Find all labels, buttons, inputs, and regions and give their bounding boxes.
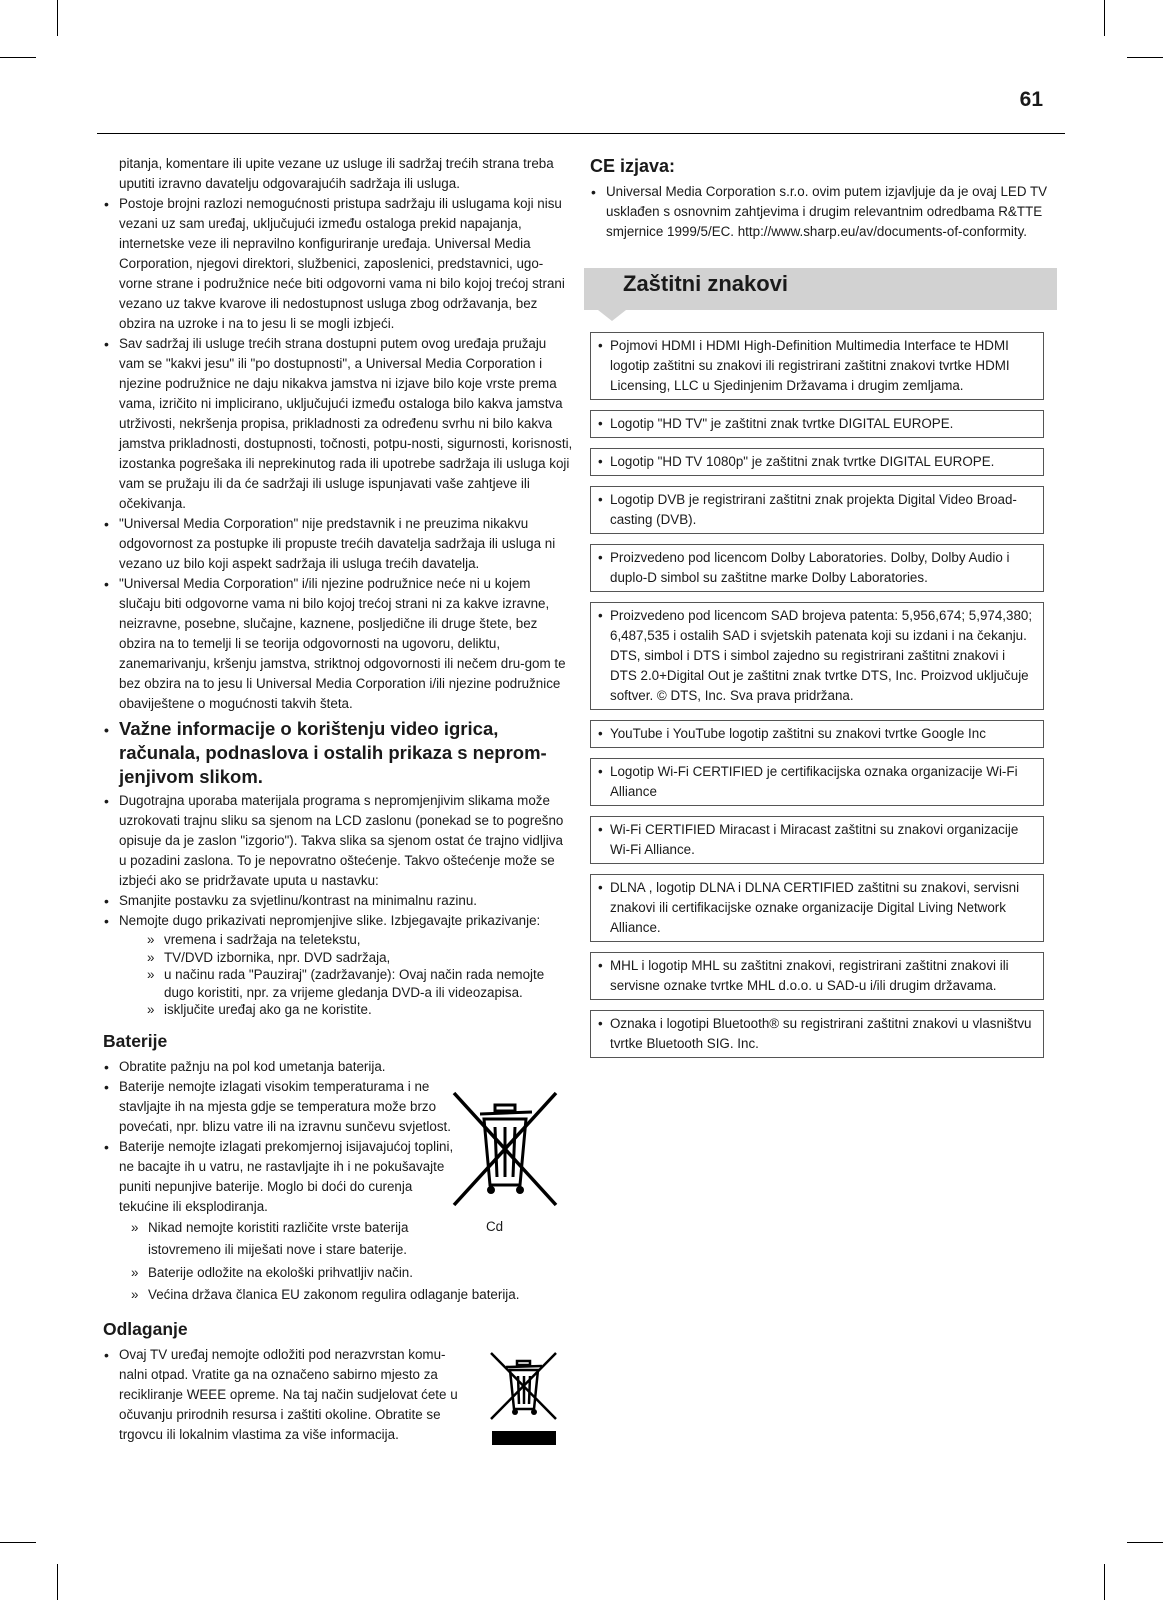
trademark-item: • Pojmovi HDMI i HDMI High-Definition Multimedia Interface te HDMI logotip zaštitni su znakovi ili registrirani zaštitni znakovi tvrtke HDMI Licensing, LLC u Sjedinjenim Državama i drugim zemljama.: [590, 332, 1044, 400]
third-party-list: [103, 194, 573, 1019]
page-number: 61: [1019, 88, 1043, 111]
cd-caption: Cd: [486, 1218, 504, 1234]
important-heading: • Važne informacije o korištenju video igrica, računala, podnaslova i ostalih prikaza s neprom-jenjivom slikom.: [103, 717, 573, 789]
trademark-item: • Logotip "HD TV" je zaštitni znak tvrtke DIGITAL EUROPE.: [590, 410, 1044, 438]
trademarks-heading: Zaštitni znakovi: [623, 271, 789, 296]
list-item: • Ovaj TV uređaj nemojte odložiti pod nerazvrstan komu-nalni otpad. Vratite ga na označeno sabirno mjesto za recikliranje WEEE opreme. Na taj način sudjelovat ćete u očuvanju prirodnih resursa i zaštiti okoline. Obratite se trgovcu ili lokalnim vlastima za više informacija.: [103, 1345, 463, 1445]
crop-mark: [57, 1564, 58, 1600]
list-item: [103, 911, 573, 1019]
trademark-item: • YouTube i YouTube logotip zaštitni su znakovi tvrtke Google Inc: [590, 720, 1044, 748]
trademark-item: • Wi-Fi CERTIFIED Miracast i Miracast zaštitni su znakovi organizacije Wi-Fi Alliance.: [590, 816, 1044, 864]
disposal-heading: Odlaganje: [103, 1318, 188, 1339]
crop-mark: [0, 57, 36, 58]
crop-mark: [1104, 0, 1105, 36]
sub-item: » Baterije odložite na ekološki prihvatljiv način.: [103, 1262, 573, 1285]
trademark-item: • Oznaka i logotipi Bluetooth® su registrirani zaštitni znakovi u vlasništvu tvrtke Bluetooth SIG. Inc.: [590, 1010, 1044, 1058]
sub-item: » vremena i sadržaja na teletekstu,: [119, 931, 573, 949]
header-rule: [97, 133, 1065, 134]
weee-bin-icon: [488, 1349, 560, 1449]
list-item: • "Universal Media Corporation" nije predstavnik i ne preuzima nikakvu odgovornost za postupke ili propuste trećih davatelja sadržaja ili usluga ni vezano uz bilo koji aspekt sadržaja ili usluga trećih davatelja.: [103, 514, 573, 574]
sub-item: » Nikad nemojte koristiti različite vrste baterija istovremeno ili miješati nove i stare baterije.: [103, 1217, 458, 1262]
sub-item: » Većina država članica EU zakonom regulira odlaganje baterija.: [103, 1284, 573, 1307]
intro-continuation: pitanja, komentare ili upite vezane uz usluge ili sadržaj trećih strana treba uputiti izravno davatelju odgovarajućih sadržaja ili usluga.: [119, 156, 554, 191]
trademark-item: • MHL i logotip MHL su zaštitni znakovi, registrirani zaštitni znakovi ili servisne oznake tvrtke MHL d.o.o. u SAD-u i/ili drugim državama.: [590, 952, 1044, 1000]
ce-heading: CE izjava:: [590, 156, 676, 176]
list-item: • Sav sadržaj ili usluge trećih strana dostupni putem ovog uređaja pružaju vam se "kakvi jesu" ili "po dostupnosti", a Universal Media Corporation i njezine podružnice ne daju nikakva jamstva ni izjave bilo koje vrste prema vama, izričito ni implicirano, uključujući između ostaloga bilo kakva jamstva utrživosti, nekršenja propisa, prikladnosti za određenu svrhu ni bilo kakva jamstva prikladnosti, dostupnosti, točnosti, potpu-nosti, sigurnosti, korisnosti, izostanka pogrešaka ili neprekinutog rada ili upotrebe sadržaja ili usluga koji vam se pružaju ili da će sadržaji ili usluge ispunjavati vaše zahtjeve ili očekivanja.: [103, 334, 573, 514]
sub-item: » isključite uređaj ako ga ne koristite.: [119, 1001, 573, 1019]
banner-notch: [598, 310, 626, 321]
weee-figure: [488, 1349, 560, 1449]
trademark-item: • Logotip "HD TV 1080p" je zaštitni znak tvrtke DIGITAL EUROPE.: [590, 448, 1044, 476]
crop-mark: [1104, 1564, 1105, 1600]
list-item: • Obratite pažnju na pol kod umetanja baterija.: [103, 1057, 573, 1077]
trademark-item: • Proizvedeno pod licencom SAD brojeva patenta: 5,956,674; 5,974,380; 6,487,535 i ostalih SAD i svjetskih patenata koji su izdani i na čekanju. DTS, simbol i DTS i simbol zajedno su registrirani zaštitni znakovi i DTS 2.0+Digital Out je zaštitni znak tvrtke DTS, Inc. Proizvod uključuje softver. © DTS, Inc. Sva prava pridržana.: [590, 602, 1044, 710]
avoid-list: [119, 931, 573, 1019]
right-column: [590, 154, 1057, 1068]
batteries-heading: Baterije: [103, 1030, 168, 1051]
list-item: • Smanjite postavku za svjetlinu/kontrast na minimalnu razinu.: [103, 891, 573, 911]
list-item: • Baterije nemojte izlagati prekomjernoj isijavajućoj toplini, ne bacajte ih u vatru, ne rastavljajte ih i ne pokušavajte puniti nepunjive baterije. Moglo bi doći do curenja tekućine ili eksplodiranja.: [103, 1137, 459, 1217]
batteries-section: [103, 1057, 573, 1307]
trademark-item: • Logotip Wi-Fi CERTIFIED je certifikacijska oznaka organizacije Wi-Fi Alliance: [590, 758, 1044, 806]
left-column: [103, 154, 573, 1445]
crop-mark: [0, 1542, 36, 1543]
sub-item: » u načinu rada "Pauziraj" (zadržavanje): Ovaj način rada nemojte dugo koristiti, npr. za vrijeme gledanja DVD-a ili videozapisa.: [119, 966, 573, 1001]
list-item: • "Universal Media Corporation" i/ili njezine podružnice neće ni u kojem slučaju biti odgovorne vama ni bilo kojoj trećoj strani ni za kakve izravne, neizravne, posebne, slučajne, kaznene, posljedične ili druge štete, bez obzira na to temelji li se teorija odgovornosti na ugovoru, deliktu, zanemarivanju, kršenju jamstva, striktnoj odgovornosti ili nečem dru-gom te bez obzira na to jesu li Universal Media Corporation i/ili njezine podružnice obaviještene o mogućnosti takvih šteta.: [103, 574, 573, 714]
list-item: • Universal Media Corporation s.r.o. ovim putem izjavljuje da je ovaj LED TV usklađen s osnovnim zahtjevima i drugim relevantnim odredbama R&TTE smjernice 1999/5/EC. http://www.sharp.eu/av/documents-of-conformity.: [590, 182, 1057, 242]
trademarks-list: [590, 332, 1057, 1058]
battery-disposal-figure: [448, 1087, 563, 1237]
disposal-section: [103, 1345, 573, 1445]
trademark-item: • Logotip DVB je registrirani zaštitni znak projekta Digital Video Broad-casting (DVB).: [590, 486, 1044, 534]
crop-mark: [1127, 57, 1163, 58]
list-item: • Dugotrajna uporaba materijala programa s nepromjenjivim slikama može uzrokovati trajnu sliku sa sjenom na LCD zaslonu (ponekad se to pogrešno opisuje da je zaslon "izgorio"). Takva slika sa sjenom ostat će trajno vidljiva u pozadini zaslona. To je nepovratno oštećenje. Takvo oštećenje može se izbjeći ako se pridržavate uputa u nastavku:: [103, 791, 573, 891]
ce-list: [590, 182, 1057, 242]
trademarks-banner: [584, 268, 1057, 310]
trademark-item: • Proizvedeno pod licencom Dolby Laboratories. Dolby, Dolby Audio i duplo-D simbol su zaštitne marke Dolby Laboratories.: [590, 544, 1044, 592]
list-item: • Postoje brojni razlozi nemogućnosti pristupa sadržaju ili uslugama koji nisu vezani uz sam uređaj, uključujući između ostaloga prekid napajanja, internetske veze ili nepravilno konfiguriranje uređaja. Universal Media Corporation, njegovi direktori, službenici, zaposlenici, predstavnici, ugo-vorne strane i podružnice neće biti odgovorni vama ni bilo kojoj trećoj strani vezano uz takve kvarove ili nedostupnost usluga zbog održavanja, bez obzira na uzroke i na to jesu li se mogli izbjeći.: [103, 194, 573, 334]
list-item: • Baterije nemojte izlagati visokim temperaturama i ne stavljajte ih na mjesta gdje se temperatura može brzo povećati, npr. blizu vatre ili na izravnu sunčevu svjetlost.: [103, 1077, 459, 1137]
sub-item: » TV/DVD izbornika, npr. DVD sadržaja,: [119, 949, 573, 967]
list-item-text: Nemojte dugo prikazivati nepromjenjive slike. Izbjegavajte prikazivanje:: [119, 913, 541, 928]
crop-mark: [1127, 1542, 1163, 1543]
crop-mark: [57, 0, 58, 36]
crossed-bin-icon: [448, 1087, 563, 1217]
trademark-item: • DLNA , logotip DLNA i DLNA CERTIFIED zaštitni su znakovi, servisni znakovi ili certifikacijske oznake organizacije Digital Living Network Alliance.: [590, 874, 1044, 942]
